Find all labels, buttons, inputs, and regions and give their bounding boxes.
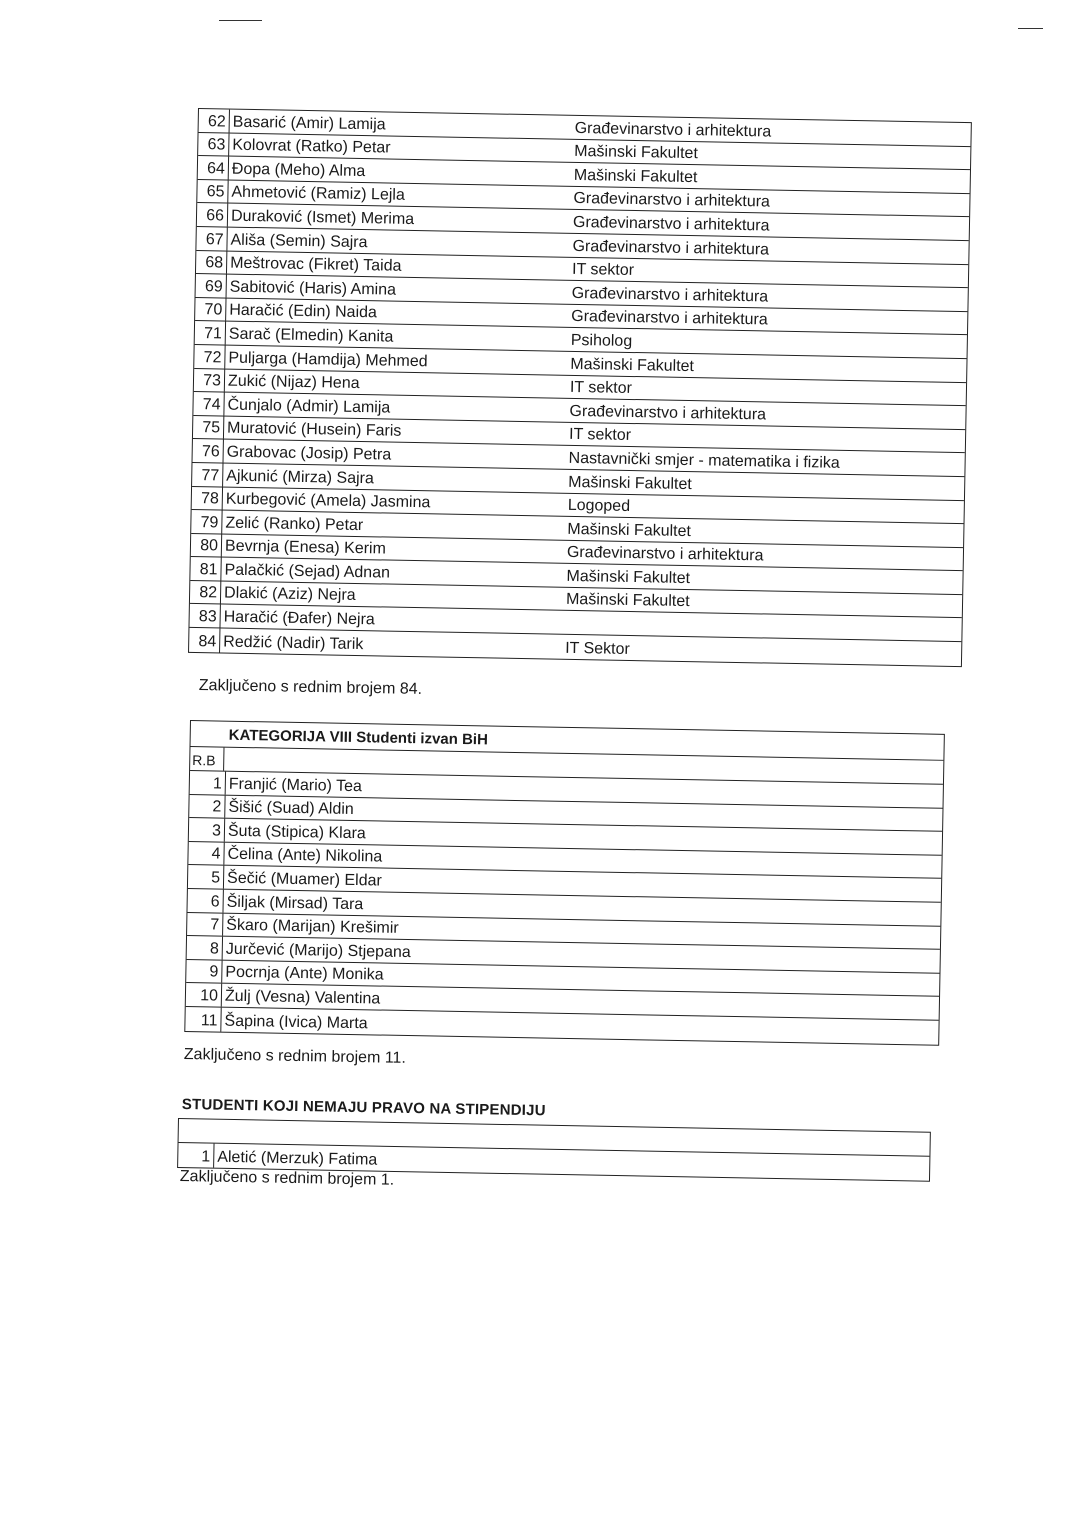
student-name: Basarić (Amir) Lamija bbox=[232, 113, 386, 134]
faculty-name: Građevinarstvo i arhitektura bbox=[574, 119, 772, 141]
row-number: 10 bbox=[186, 983, 222, 1006]
student-name: Đopa (Meho) Alma bbox=[231, 160, 366, 180]
faculty-name: Građevinarstvo i arhitektura bbox=[572, 237, 770, 259]
faculty-name: Građevinarstvo i arhitektura bbox=[573, 190, 771, 211]
student-name: Ališa (Semin) Sajra bbox=[230, 231, 368, 251]
row-number: 73 bbox=[194, 369, 225, 392]
faculty-name: Mašinski Fakultet bbox=[565, 591, 690, 611]
row-number: 62 bbox=[199, 109, 230, 132]
student-name: Šišić (Suad) Aldin bbox=[228, 798, 354, 819]
row-number: 82 bbox=[190, 581, 221, 604]
faculty-name: Građevinarstvo i arhitektura bbox=[571, 284, 769, 306]
faculty-name: Građevinarstvo i arhitektura bbox=[569, 402, 767, 424]
student-name: Šapina (Ivica) Marta bbox=[224, 1012, 368, 1032]
row-number: 80 bbox=[191, 534, 222, 557]
row-number: 64 bbox=[198, 156, 229, 179]
closing-note-84: Zaključeno s rednim brojem 84. bbox=[198, 677, 423, 698]
student-name: Meštrovac (Fikret) Taida bbox=[230, 254, 402, 275]
category-viii-table-body bbox=[184, 720, 945, 1045]
student-name: Ajkunić (Mirza) Sajra bbox=[226, 467, 374, 487]
student-name: Šiljak (Mirsad) Tara bbox=[226, 893, 364, 913]
student-name: Čelina (Ante) Nikolina bbox=[227, 846, 383, 866]
students-table-body bbox=[188, 108, 972, 667]
faculty-name: Mašinski Fakultet bbox=[570, 355, 695, 375]
faculty-name: Građevinarstvo i arhitektura bbox=[571, 308, 768, 329]
row-number: 71 bbox=[195, 321, 226, 344]
row-number: 9 bbox=[186, 960, 222, 983]
student-name: Zelić (Ranko) Petar bbox=[225, 514, 364, 534]
category-viii-title: KATEGORIJA VIII Studenti izvan BiH bbox=[191, 721, 944, 761]
student-name: Kurbegović (Amela) Jasmina bbox=[225, 490, 431, 512]
student-name: Puljarga (Hamdija) Mehmed bbox=[228, 349, 428, 370]
student-name: Palačkić (Sejad) Adnan bbox=[224, 561, 391, 582]
row-number: 66 bbox=[197, 203, 228, 226]
row-number: 69 bbox=[196, 274, 227, 297]
faculty-name: Mašinski Fakultet bbox=[573, 166, 698, 186]
row-number: 1 bbox=[190, 771, 226, 794]
category-viii-table bbox=[184, 720, 945, 1045]
row-number: 83 bbox=[189, 604, 220, 627]
scan-mark-left bbox=[219, 20, 262, 21]
row-number: 1 bbox=[178, 1143, 214, 1167]
row-number: 63 bbox=[198, 133, 229, 156]
row-number: 79 bbox=[191, 510, 222, 533]
student-name: Čunjalo (Admir) Lamija bbox=[227, 396, 391, 417]
row-number: 3 bbox=[189, 818, 225, 841]
faculty-name: Mašinski Fakultet bbox=[566, 567, 691, 587]
rb-label: R.B bbox=[190, 747, 224, 771]
faculty-name: Mašinski Fakultet bbox=[567, 520, 692, 540]
student-name: Ahmetović (Ramiz) Lejla bbox=[231, 184, 405, 205]
student-name: Duraković (Ismet) Merima bbox=[230, 207, 415, 228]
closing-note-11: Zaključeno s rednim brojem 11. bbox=[183, 1046, 406, 1067]
student-name: Dlakić (Aziz) Nejra bbox=[223, 585, 356, 605]
student-name: Škaro (Marijan) Krešimir bbox=[226, 916, 399, 938]
student-name: Žulj (Vesna) Valentina bbox=[224, 987, 381, 1008]
faculty-name: Logoped bbox=[567, 496, 631, 516]
student-name: Šuta (Stipica) Klara bbox=[227, 822, 366, 843]
row-number: 65 bbox=[197, 180, 228, 203]
closing-note-1: Zaključeno s rednim brojem 1. bbox=[179, 1168, 395, 1189]
students-table-continued bbox=[188, 108, 972, 667]
row-number: 4 bbox=[188, 842, 224, 865]
faculty-name: IT sektor bbox=[568, 426, 632, 445]
row-number: 75 bbox=[193, 416, 224, 439]
row-number: 68 bbox=[196, 251, 227, 274]
row-number: 77 bbox=[192, 463, 223, 486]
faculty-name: Nastavnički smjer - matematika i fizika bbox=[568, 449, 840, 472]
row-number: 5 bbox=[188, 865, 224, 888]
faculty-name: IT sektor bbox=[571, 261, 635, 280]
student-name: Haračić (Đafer) Nejra bbox=[223, 608, 375, 629]
faculty-name: IT Sektor bbox=[565, 639, 630, 658]
row-number: 78 bbox=[192, 486, 223, 509]
category-viii-rows bbox=[185, 771, 943, 1044]
row-number: 72 bbox=[194, 345, 225, 368]
no-scholarship-title: STUDENTI KOJI NEMAJU PRAVO NA STIPENDIJU bbox=[181, 1096, 546, 1120]
row-number: 70 bbox=[195, 298, 226, 321]
faculty-name: Mašinski Fakultet bbox=[568, 473, 692, 493]
row-number: 76 bbox=[193, 439, 224, 462]
student-name: Sabitović (Haris) Amina bbox=[229, 278, 397, 299]
student-name: Redžić (Nadir) Tarik bbox=[223, 633, 364, 653]
student-name: Franjić (Mario) Tea bbox=[228, 775, 363, 795]
row-number: 2 bbox=[189, 795, 225, 818]
student-name: Grabovac (Josip) Petra bbox=[226, 443, 392, 464]
row-number: 11 bbox=[185, 1007, 221, 1031]
student-name: Haračić (Edin) Naida bbox=[229, 301, 378, 322]
row-number: 6 bbox=[187, 889, 223, 912]
student-name: Zukić (Nijaz) Hena bbox=[227, 372, 360, 393]
row-number: 84 bbox=[189, 628, 220, 652]
faculty-name: Mašinski Fakultet bbox=[574, 143, 698, 163]
row-number: 67 bbox=[196, 227, 227, 250]
row-number: 81 bbox=[190, 557, 221, 580]
faculty-name: Građevinarstvo i arhitektura bbox=[572, 213, 770, 235]
row-number: 7 bbox=[187, 913, 223, 936]
faculty-name: Građevinarstvo i arhitektura bbox=[566, 544, 764, 565]
student-name: Jurčević (Marijo) Stjepana bbox=[225, 940, 411, 961]
student-name: Bevrnja (Enesa) Kerim bbox=[224, 537, 387, 558]
faculty-name: IT sektor bbox=[569, 378, 633, 398]
scan-mark-right bbox=[1018, 28, 1043, 29]
student-name: Muratović (Husein) Faris bbox=[226, 419, 402, 441]
student-name: Aletić (Merzuk) Fatima bbox=[217, 1148, 378, 1169]
faculty-name: Psiholog bbox=[570, 331, 633, 350]
student-name: Šečić (Muamer) Eldar bbox=[226, 869, 382, 890]
row-number: 8 bbox=[187, 936, 223, 959]
student-name: Kolovrat (Ratko) Petar bbox=[232, 136, 391, 157]
row-number: 74 bbox=[193, 392, 224, 415]
student-name: Sarač (Elmedin) Kanita bbox=[228, 325, 394, 346]
student-name: Pocrnja (Ante) Monika bbox=[225, 964, 384, 984]
